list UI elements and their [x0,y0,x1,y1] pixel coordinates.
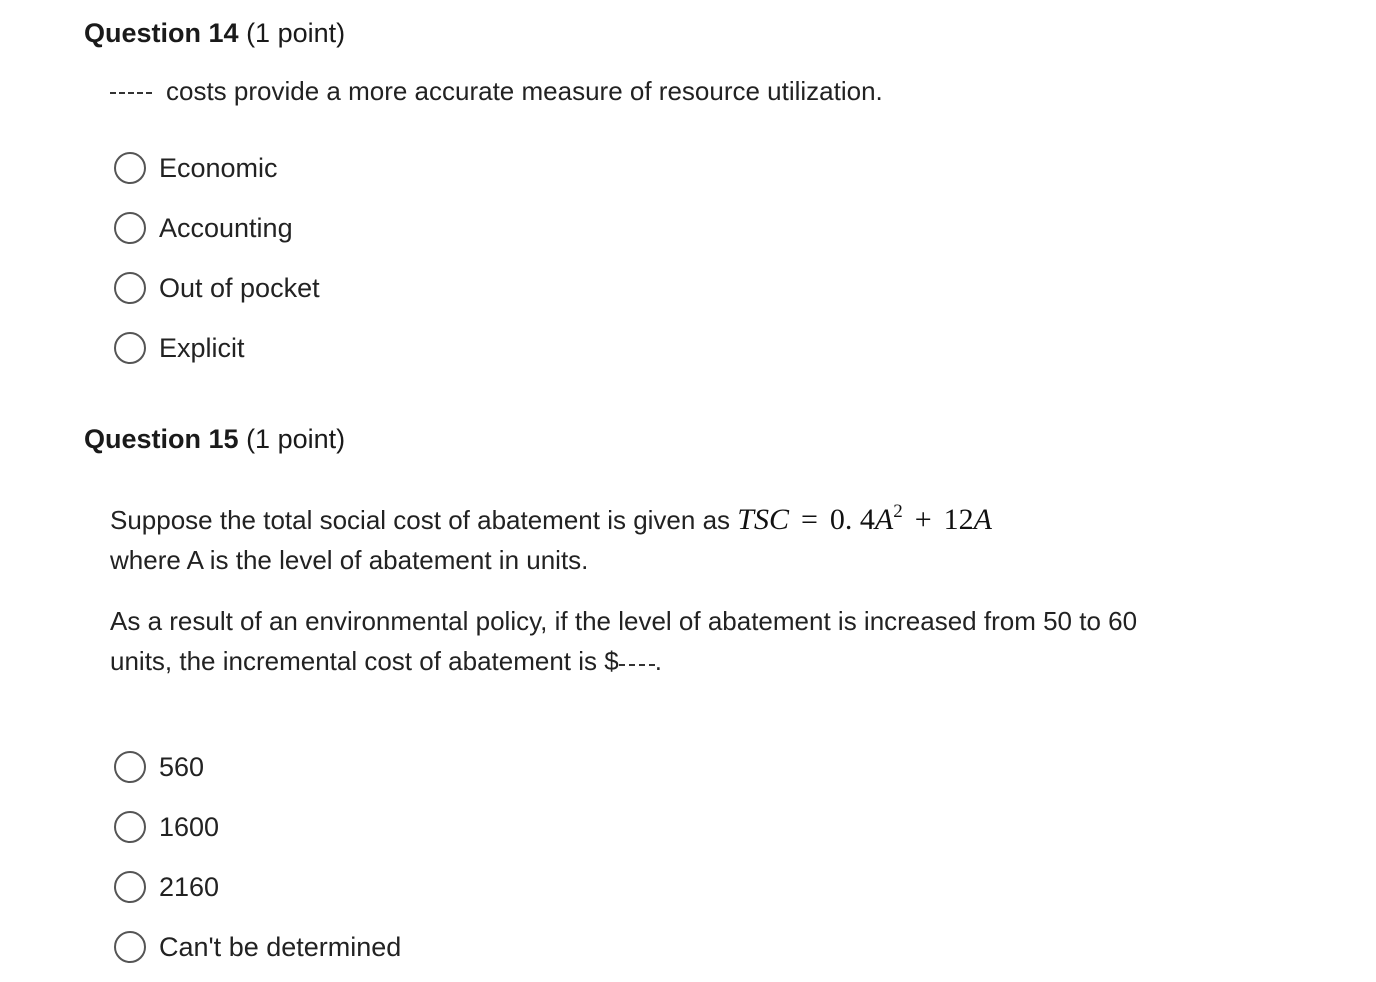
stem-text-continued: where A is the level of abatement in units. [110,545,589,575]
question-stem [110,71,883,111]
option-label: Accounting [159,212,293,243]
option-label: 560 [159,751,205,782]
radio-button[interactable] [114,871,146,903]
option-label: 1600 [159,811,220,842]
cost-formula [737,503,992,536]
formula-variable: A [874,503,894,536]
question-number: Question 15 [84,424,239,454]
option-560[interactable] [114,737,401,797]
stem-paragraph: As a result of an environmental policy, if the level of abatement is increased from 50 to 60 units, the incremental cost of abatement is $ [110,606,1138,676]
question-stem-2 [110,601,1190,681]
option-2160[interactable] [114,857,401,917]
option-accounting[interactable] [114,198,320,258]
question-header [84,14,1284,52]
option-cant-be-determined[interactable] [114,917,401,977]
radio-button[interactable] [114,332,146,364]
answer-blank [110,92,152,94]
formula-equals: = [800,503,818,536]
formula-coefficient: 0. 4 [829,503,875,536]
option-economic[interactable] [114,138,320,198]
question-points: (1 point) [246,424,346,454]
radio-button[interactable] [114,931,146,963]
question-header [84,420,1284,458]
stem-text: Suppose the total social cost of abatement is given as [110,505,731,535]
option-out-of-pocket[interactable] [114,258,320,318]
formula-lhs: TSC [737,503,789,536]
option-label: 2160 [159,871,220,902]
option-1600[interactable] [114,797,401,857]
question-14 [84,14,1284,363]
option-label: Can't be determined [159,931,402,962]
formula-plus: + [914,503,932,536]
answer-blank [619,664,655,666]
formula-term2-coefficient: 12 [943,503,974,536]
option-label: Out of pocket [159,272,320,303]
stem-period: . [654,646,662,676]
radio-button[interactable] [114,811,146,843]
answer-options [114,138,320,378]
radio-button[interactable] [114,212,146,244]
question-points: (1 point) [246,18,346,48]
answer-options [114,737,401,977]
radio-button[interactable] [114,272,146,304]
formula-exponent: 2 [893,501,903,522]
question-15 [84,420,1284,962]
formula-term2-variable: A [973,503,992,536]
option-label: Economic [159,152,278,183]
stem-text: costs provide a more accurate measure of resource utilization. [166,76,883,106]
radio-button[interactable] [114,751,146,783]
option-label: Explicit [159,332,245,363]
radio-button[interactable] [114,152,146,184]
question-stem [110,492,1190,580]
question-number: Question 14 [84,18,239,48]
option-explicit[interactable] [114,318,320,378]
